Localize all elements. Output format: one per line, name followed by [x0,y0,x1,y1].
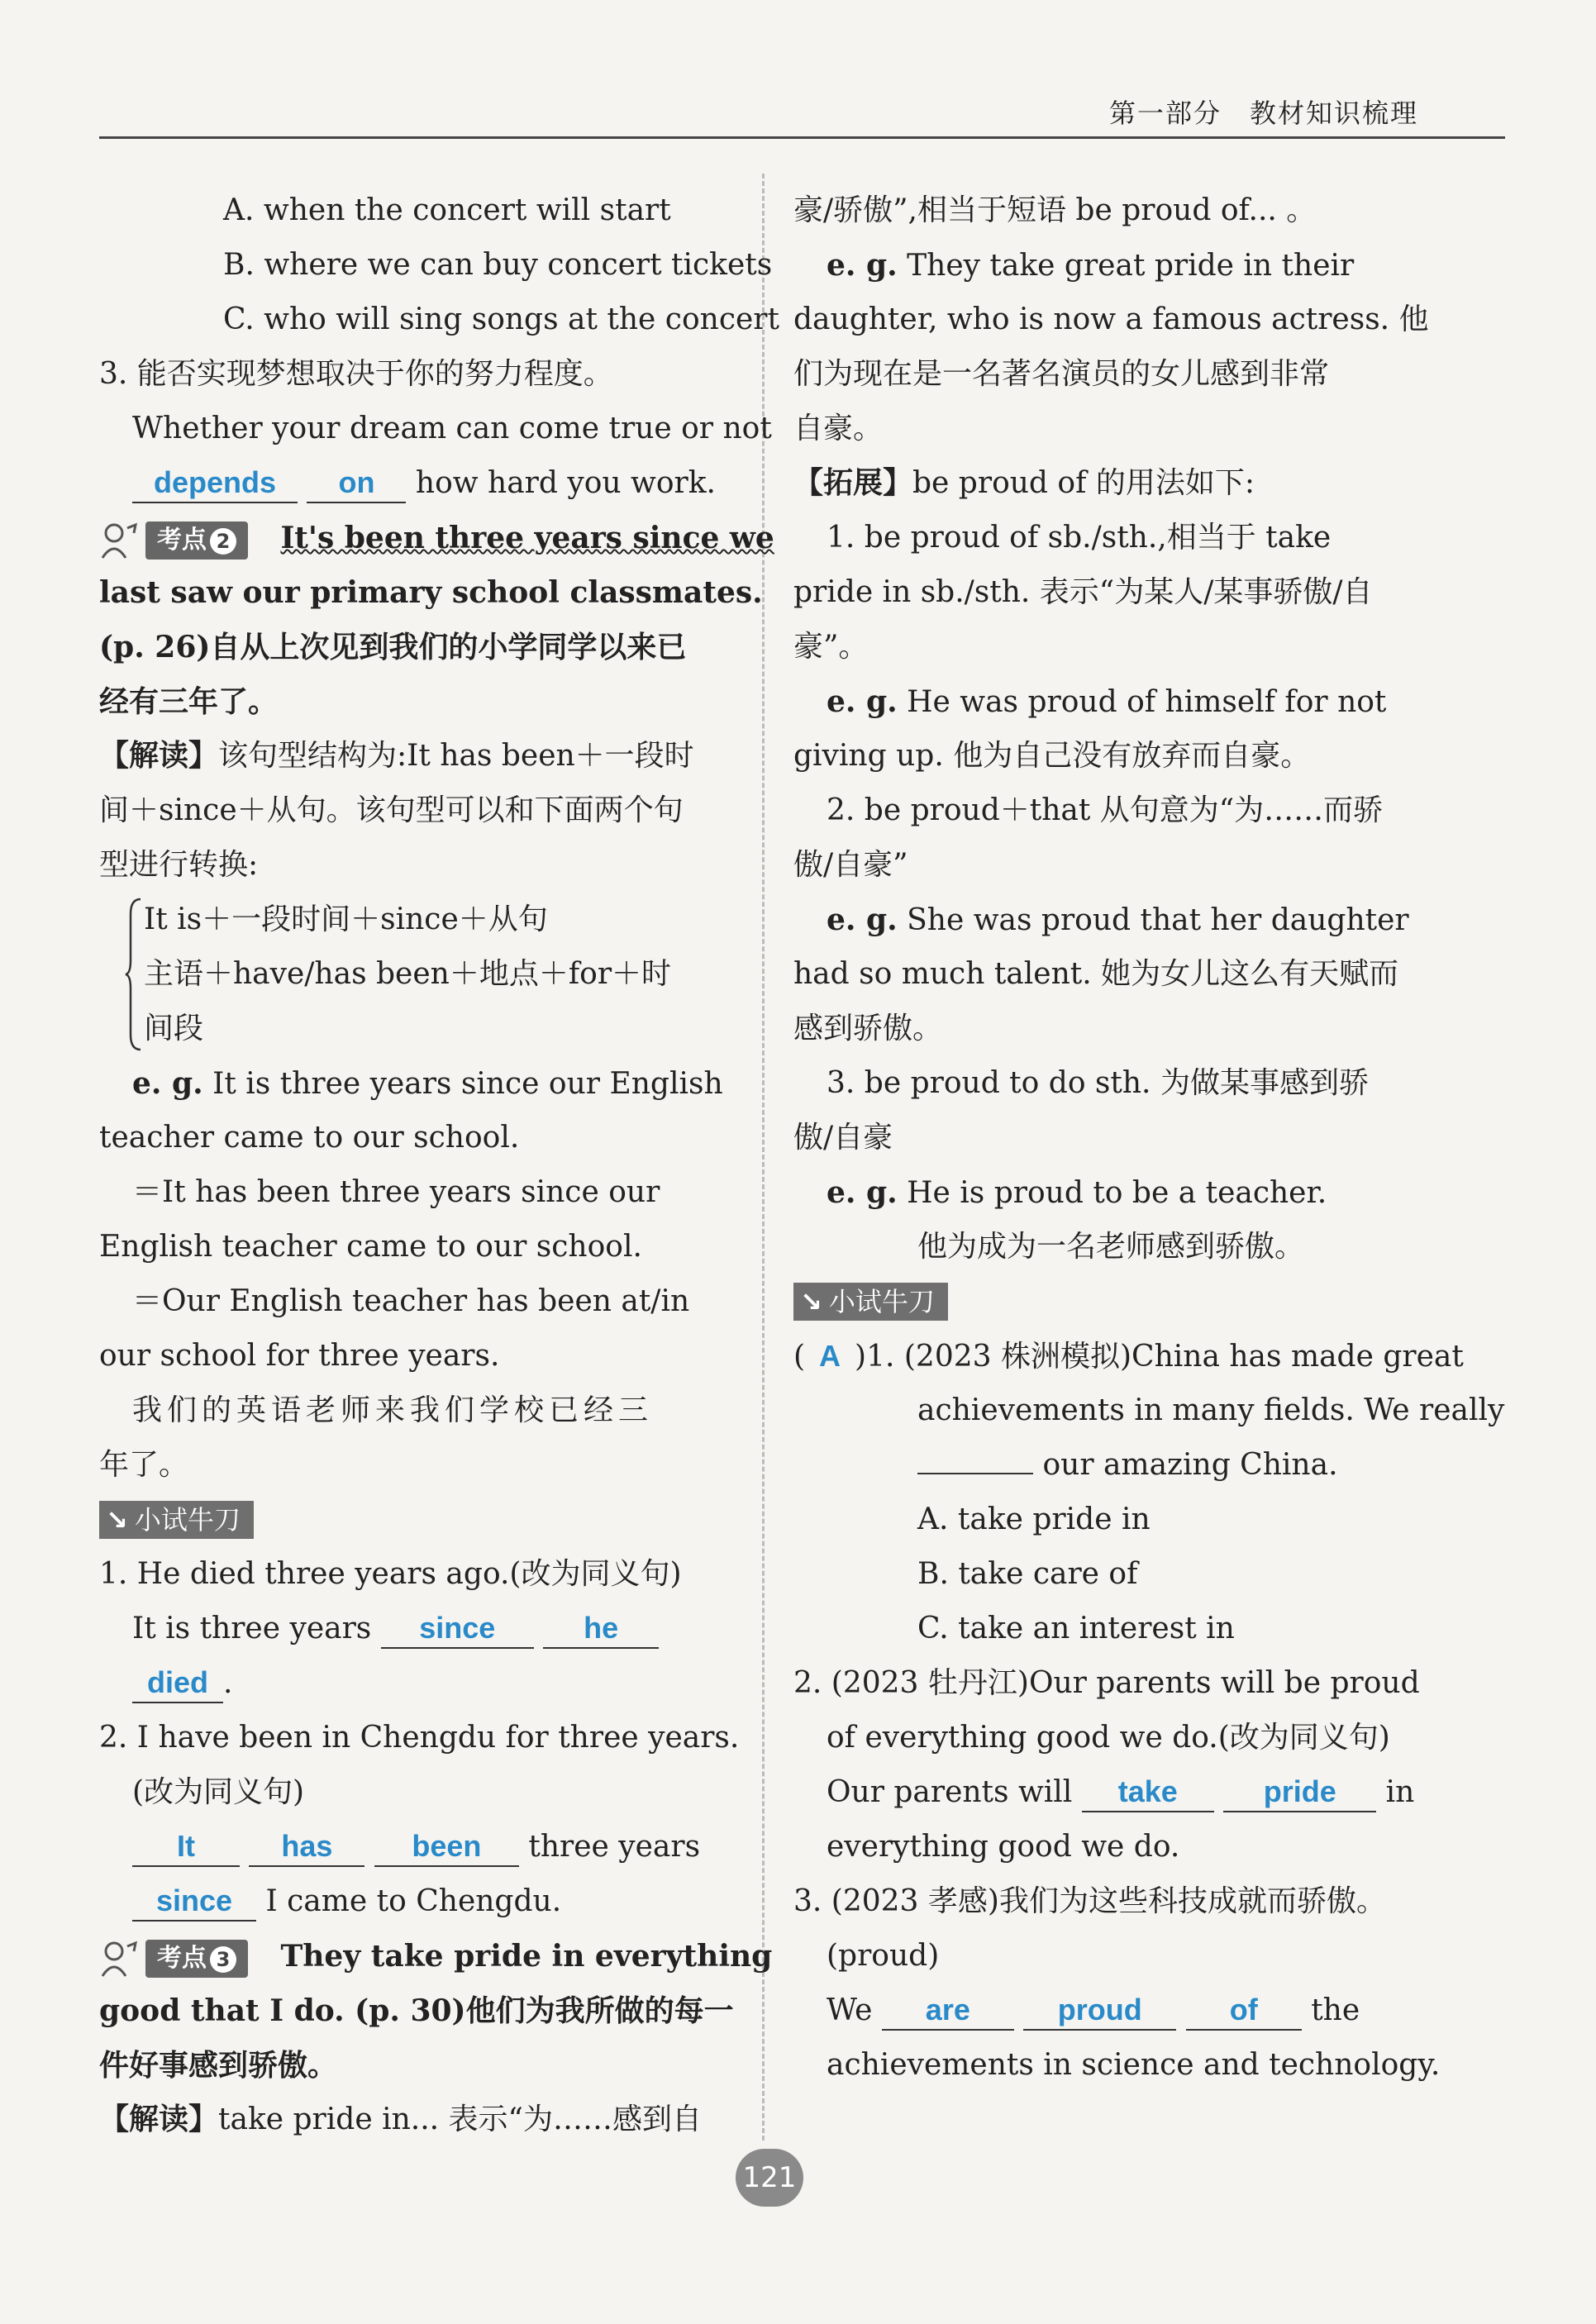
try2-answer-line2 [99,1874,736,1929]
option-c: C. who will sing songs at the concert [223,302,779,336]
rq1-text: 1. (2023 株洲模拟)China has made great [866,1340,1464,1374]
kaodian-2-line2: last saw our primary school classmates. [99,575,763,610]
brace-icon [124,898,142,1051]
rq3-we: We [827,1993,873,2027]
example-line5: ＝Our English teacher has been at/in [132,1284,690,1318]
option-a: A. when the concert will start [223,193,671,227]
jiedu-line1 [99,729,736,783]
answer-blank: been [374,1827,519,1867]
left-column [99,183,779,2147]
eg-tag: e. g. [827,1175,898,1210]
structure-3: 间段 [144,1012,204,1045]
rq3-line4: achievements in science and technology. [827,2048,1441,2082]
answer-blank: has [249,1827,364,1867]
try1-answer-line2: died . [99,1656,736,1711]
try1-answer-line [99,1602,736,1656]
point2-eg2: had so much talent. 她为女儿这么有天赋而 [793,957,1399,991]
rq1-tail: our amazing China. [1042,1448,1338,1482]
kaodian-number: 2 [210,528,236,555]
point2-eg1 [793,893,1430,947]
option-b: B. where we can buy concert tickets [223,248,773,282]
kaodian-icon [99,521,142,560]
jiedu-tag: 【解读】 [99,2103,219,2136]
kaodian-icon [99,1940,142,1978]
answer-blank: on [307,464,406,503]
answer-blank: he [543,1609,659,1649]
example-line4: English teacher came to our school. [99,1230,642,1264]
kaodian-2-line4: 经有三年了。 [99,684,279,719]
right-eg4: 自豪。 [793,412,884,445]
rq1-line1: ( A )1. (2023 株洲模拟)China has made great [793,1329,1430,1383]
jiedu-line3: 型进行转换: [99,848,259,882]
try2-question: 2. I have been in Chengdu for three years. [99,1721,740,1755]
tuozhan-tag: 【拓展】 [793,466,913,500]
rq1-line3 [793,1438,1430,1493]
answer-blank: since [132,1882,256,1922]
jiedu-tag: 【解读】 [99,739,219,773]
jiedu-3-line1 [99,2093,736,2147]
rq1-opt-c: C. take an interest in [917,1612,1235,1645]
kaodian-number: 3 [210,1946,236,1973]
example-line8: 年了。 [99,1448,189,1482]
answer-blank [917,1473,1033,1474]
answer-blank: are [882,1991,1014,2031]
point3-line1: 3. be proud to do sth. 为做某事感到骄 [827,1066,1369,1100]
answer-blank: It [132,1827,240,1867]
point2-line2: 傲/自豪” [793,848,908,882]
rq2-prefix: Our parents will [827,1775,1073,1809]
kaodian-badge [145,1940,248,1978]
try-badge [99,1501,254,1539]
point2-line1: 2. be proud＋that 从句意为“为……而骄 [827,793,1384,827]
kaodian-badge [145,521,248,560]
point1-eg2: giving up. 他为自己没有放弃而自豪。 [793,739,1311,773]
answer-blank: pride [1223,1773,1376,1812]
try2-question-2: (改为同义句) [132,1775,305,1809]
point2-eg1-text: She was proud that her daughter [907,903,1409,937]
kaodian-label: 考点 [157,526,207,555]
jiedu-line2: 间＋since＋从句。该句型可以和下面两个句 [99,793,684,827]
eg-tag: e. g. [132,1066,203,1101]
right-eg2: daughter, who is now a famous actress. 他 [793,302,1429,336]
example-line1 [99,1056,736,1111]
arrow-icon: ↘ [800,1286,822,1317]
example-line2: teacher came to our school. [99,1121,520,1155]
answer-blank: of [1186,1991,1302,2031]
rq1-line2: achievements in many fields. We really [917,1393,1505,1427]
point1-line1: 1. be proud of sb./sth.,相当于 take [827,521,1332,555]
try2-mid: three years [528,1830,701,1864]
right-eg1 [793,238,1430,293]
example-text: It is three years since our English [212,1067,723,1101]
try1-prefix: It is three years [132,1612,372,1645]
point3-eg2: 他为成为一名老师感到骄傲。 [917,1230,1305,1264]
right-column [793,183,1505,2093]
header-rule [99,136,1505,139]
try-header-left [99,1493,736,1547]
try-label: 小试牛刀 [134,1504,241,1536]
try2-answer-line [99,1820,736,1874]
answer-blank: proud [1023,1991,1176,2031]
answer-tail: how hard you work. [415,466,716,500]
right-line1: 豪/骄傲”,相当于短语 be proud of... 。 [793,193,1317,227]
answer-blank: died [132,1664,223,1703]
point2-eg3: 感到骄傲。 [793,1012,943,1045]
kaodian-2-heading [99,511,774,565]
rq1-opt-b: B. take care of [917,1557,1138,1591]
kaodian-3-sentence: They take pride in everything [280,1939,773,1974]
rq3-the: the [1311,1993,1360,2027]
question-3-cn-text: 3. 能否实现梦想取决于你的努力程度。 [99,357,613,391]
rq3-line1: 3. (2023 孝感)我们为这些科技成就而骄傲。 [793,1884,1386,1918]
example-line6: our school for three years. [99,1339,500,1373]
kaodian-3-line2: good that I do. (p. 30)他们为我所做的每一 [99,1993,734,2028]
answer-blank: since [381,1609,534,1649]
rq2-line1: 2. (2023 牡丹江)Our parents will be proud [793,1666,1420,1700]
rq2-answer-line [793,1765,1430,1820]
eg-tag: e. g. [827,684,898,719]
jiedu-text: 该句型结构为:It has been＋一段时 [218,739,694,773]
point1-eg1-text: He was proud of himself for not [907,685,1387,719]
try-label: 小试牛刀 [828,1286,935,1317]
rq2-in: in [1385,1775,1415,1809]
try-header-right [793,1274,1430,1329]
page-number: 121 [736,2149,803,2207]
example-line3: ＝It has been three years since our [132,1175,660,1209]
example-line7: 我们的英语老师来我们学校已经三 [132,1393,654,1427]
question-3-answer-line [99,456,736,511]
page-header-title: 第一部分 教材知识梳理 [1108,98,1418,129]
kaodian-2-line3: (p. 26)自从上次见到我们的小学同学以来已 [99,630,687,664]
structure-brace [99,893,736,1056]
point1-line3: 豪”。 [793,630,869,664]
eg-tag: e. g. [827,248,898,283]
answer-blank: take [1082,1773,1214,1812]
kaodian-3-heading [99,1929,773,1983]
kaodian-2-sentence: It's been three years since we [280,521,774,555]
structure-1: It is＋一段时间＋since＋从句 [144,902,548,936]
rq2-line2: of everything good we do.(改为同义句) [827,1721,1390,1755]
column-divider [762,174,765,2141]
point1-line2: pride in sb./sth. 表示“为某人/某事骄傲/自 [793,575,1373,609]
right-eg1-text: They take great pride in their [907,249,1355,283]
structure-2: 主语＋have/has been＋地点＋for＋时 [144,957,672,991]
rq1-answer: A [819,1339,841,1373]
rq2-line4: everything good we do. [827,1830,1180,1864]
right-eg3: 们为现在是一名著名演员的女儿感到非常 [793,357,1330,391]
try1-question: 1. He died three years ago.(改为同义句) [99,1557,682,1591]
tuozhan-line [793,456,1430,511]
jiedu-3-text: take pride in... 表示“为……感到自 [218,2103,702,2136]
question-3-en: Whether your dream can come true or not [132,412,772,445]
point3-line2: 傲/自豪 [793,1121,893,1155]
rq3-line2: (proud) [827,1939,940,1973]
rq3-answer-line [793,1983,1430,2038]
try2-tail: I came to Chengdu. [265,1884,562,1918]
try-badge [793,1283,948,1321]
question-3-cn [99,347,736,402]
point3-eg1 [793,1165,1430,1220]
eg-tag: e. g. [827,902,898,937]
kaodian-3-line3: 件好事感到骄傲。 [99,2048,338,2083]
arrow-icon: ↘ [106,1504,128,1536]
point3-eg1-text: He is proud to be a teacher. [907,1176,1327,1210]
point1-eg1 [793,674,1430,729]
answer-blank: depends [132,464,298,503]
rq1-opt-a: A. take pride in [917,1503,1151,1536]
kaodian-label: 考点 [157,1944,207,1973]
tuozhan-text: be proud of 的用法如下: [912,466,1255,500]
